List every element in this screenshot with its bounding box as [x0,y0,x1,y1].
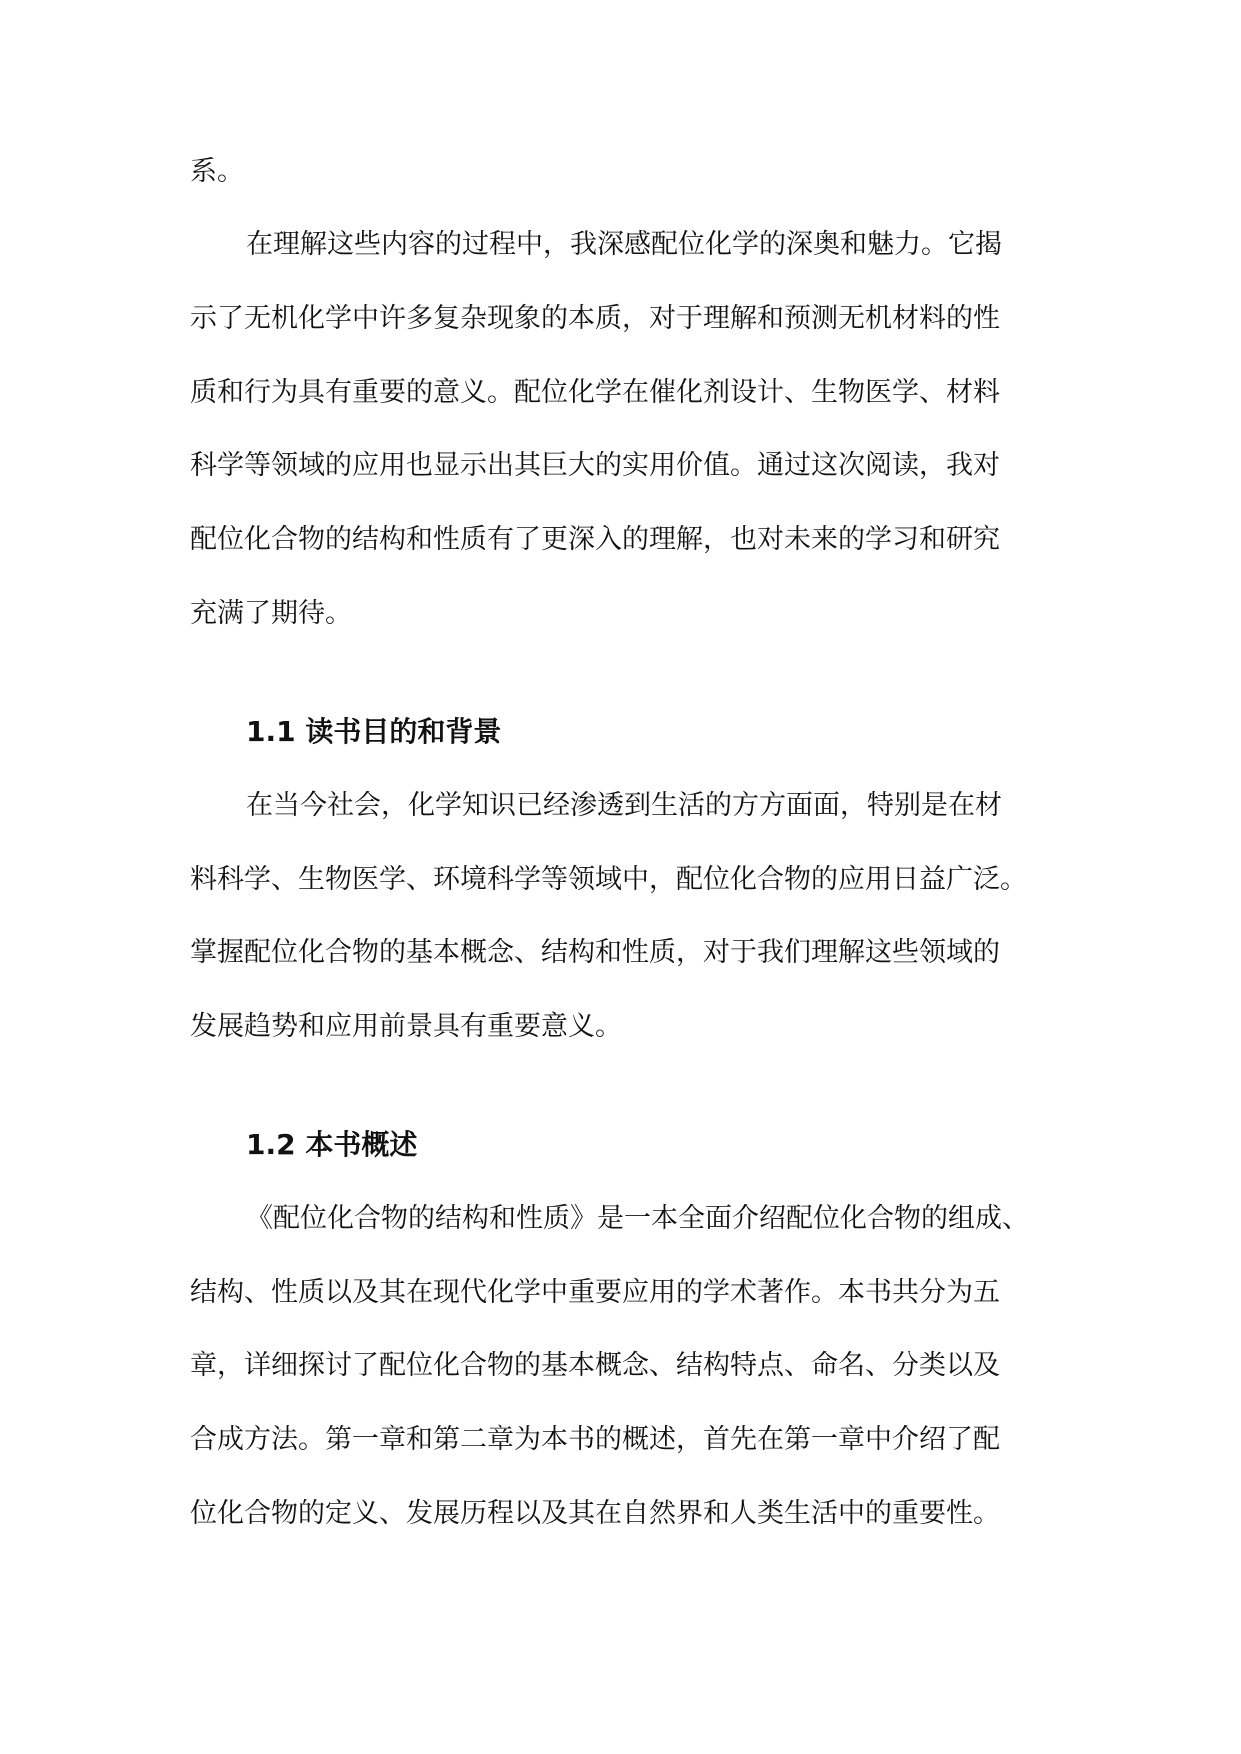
paragraph-line: 发展趋势和应用前景具有重要意义。 [190,1011,622,1042]
paragraph-line: 在当今社会，化学知识已经渗透到生活的方方面面，特别是在材 [246,790,1002,821]
paragraph-line: 位化合物的定义、发展历程以及其在自然界和人类生活中的重要性。 [190,1498,1000,1529]
paragraph-line: 示了无机化学中许多复杂现象的本质，对于理解和预测无机材料的性 [190,303,1000,334]
paragraph-line: 在理解这些内容的过程中，我深感配位化学的深奥和魅力。它揭 [246,229,1002,260]
paragraph-line: 章，详细探讨了配位化合物的基本概念、结构特点、命名、分类以及 [190,1350,1000,1381]
paragraph-line: 科学等领域的应用也显示出其巨大的实用价值。通过这次阅读，我对 [190,450,1000,481]
paragraph-line: 料科学、生物医学、环境科学等领域中，配位化合物的应用日益广泛。 [190,864,1027,895]
section-heading-1-1: 1.1 读书目的和背景 [246,715,502,748]
paragraph-line: 掌握配位化合物的基本概念、结构和性质，对于我们理解这些领域的 [190,937,1000,968]
paragraph-line: 系。 [190,156,244,187]
section-heading-1-2: 1.2 本书概述 [246,1128,418,1161]
paragraph-line: 《配位化合物的结构和性质》是一本全面介绍配位化合物的组成、 [246,1203,1029,1234]
paragraph-line: 配位化合物的结构和性质有了更深入的理解，也对未来的学习和研究 [190,524,1000,555]
paragraph-line: 质和行为具有重要的意义。配位化学在催化剂设计、生物医学、材料 [190,377,1000,408]
paragraph-line: 结构、性质以及其在现代化学中重要应用的学术著作。本书共分为五 [190,1277,1000,1308]
paragraph-line: 合成方法。第一章和第二章为本书的概述，首先在第一章中介绍了配 [190,1424,1000,1455]
paragraph-line: 充满了期待。 [190,598,352,629]
